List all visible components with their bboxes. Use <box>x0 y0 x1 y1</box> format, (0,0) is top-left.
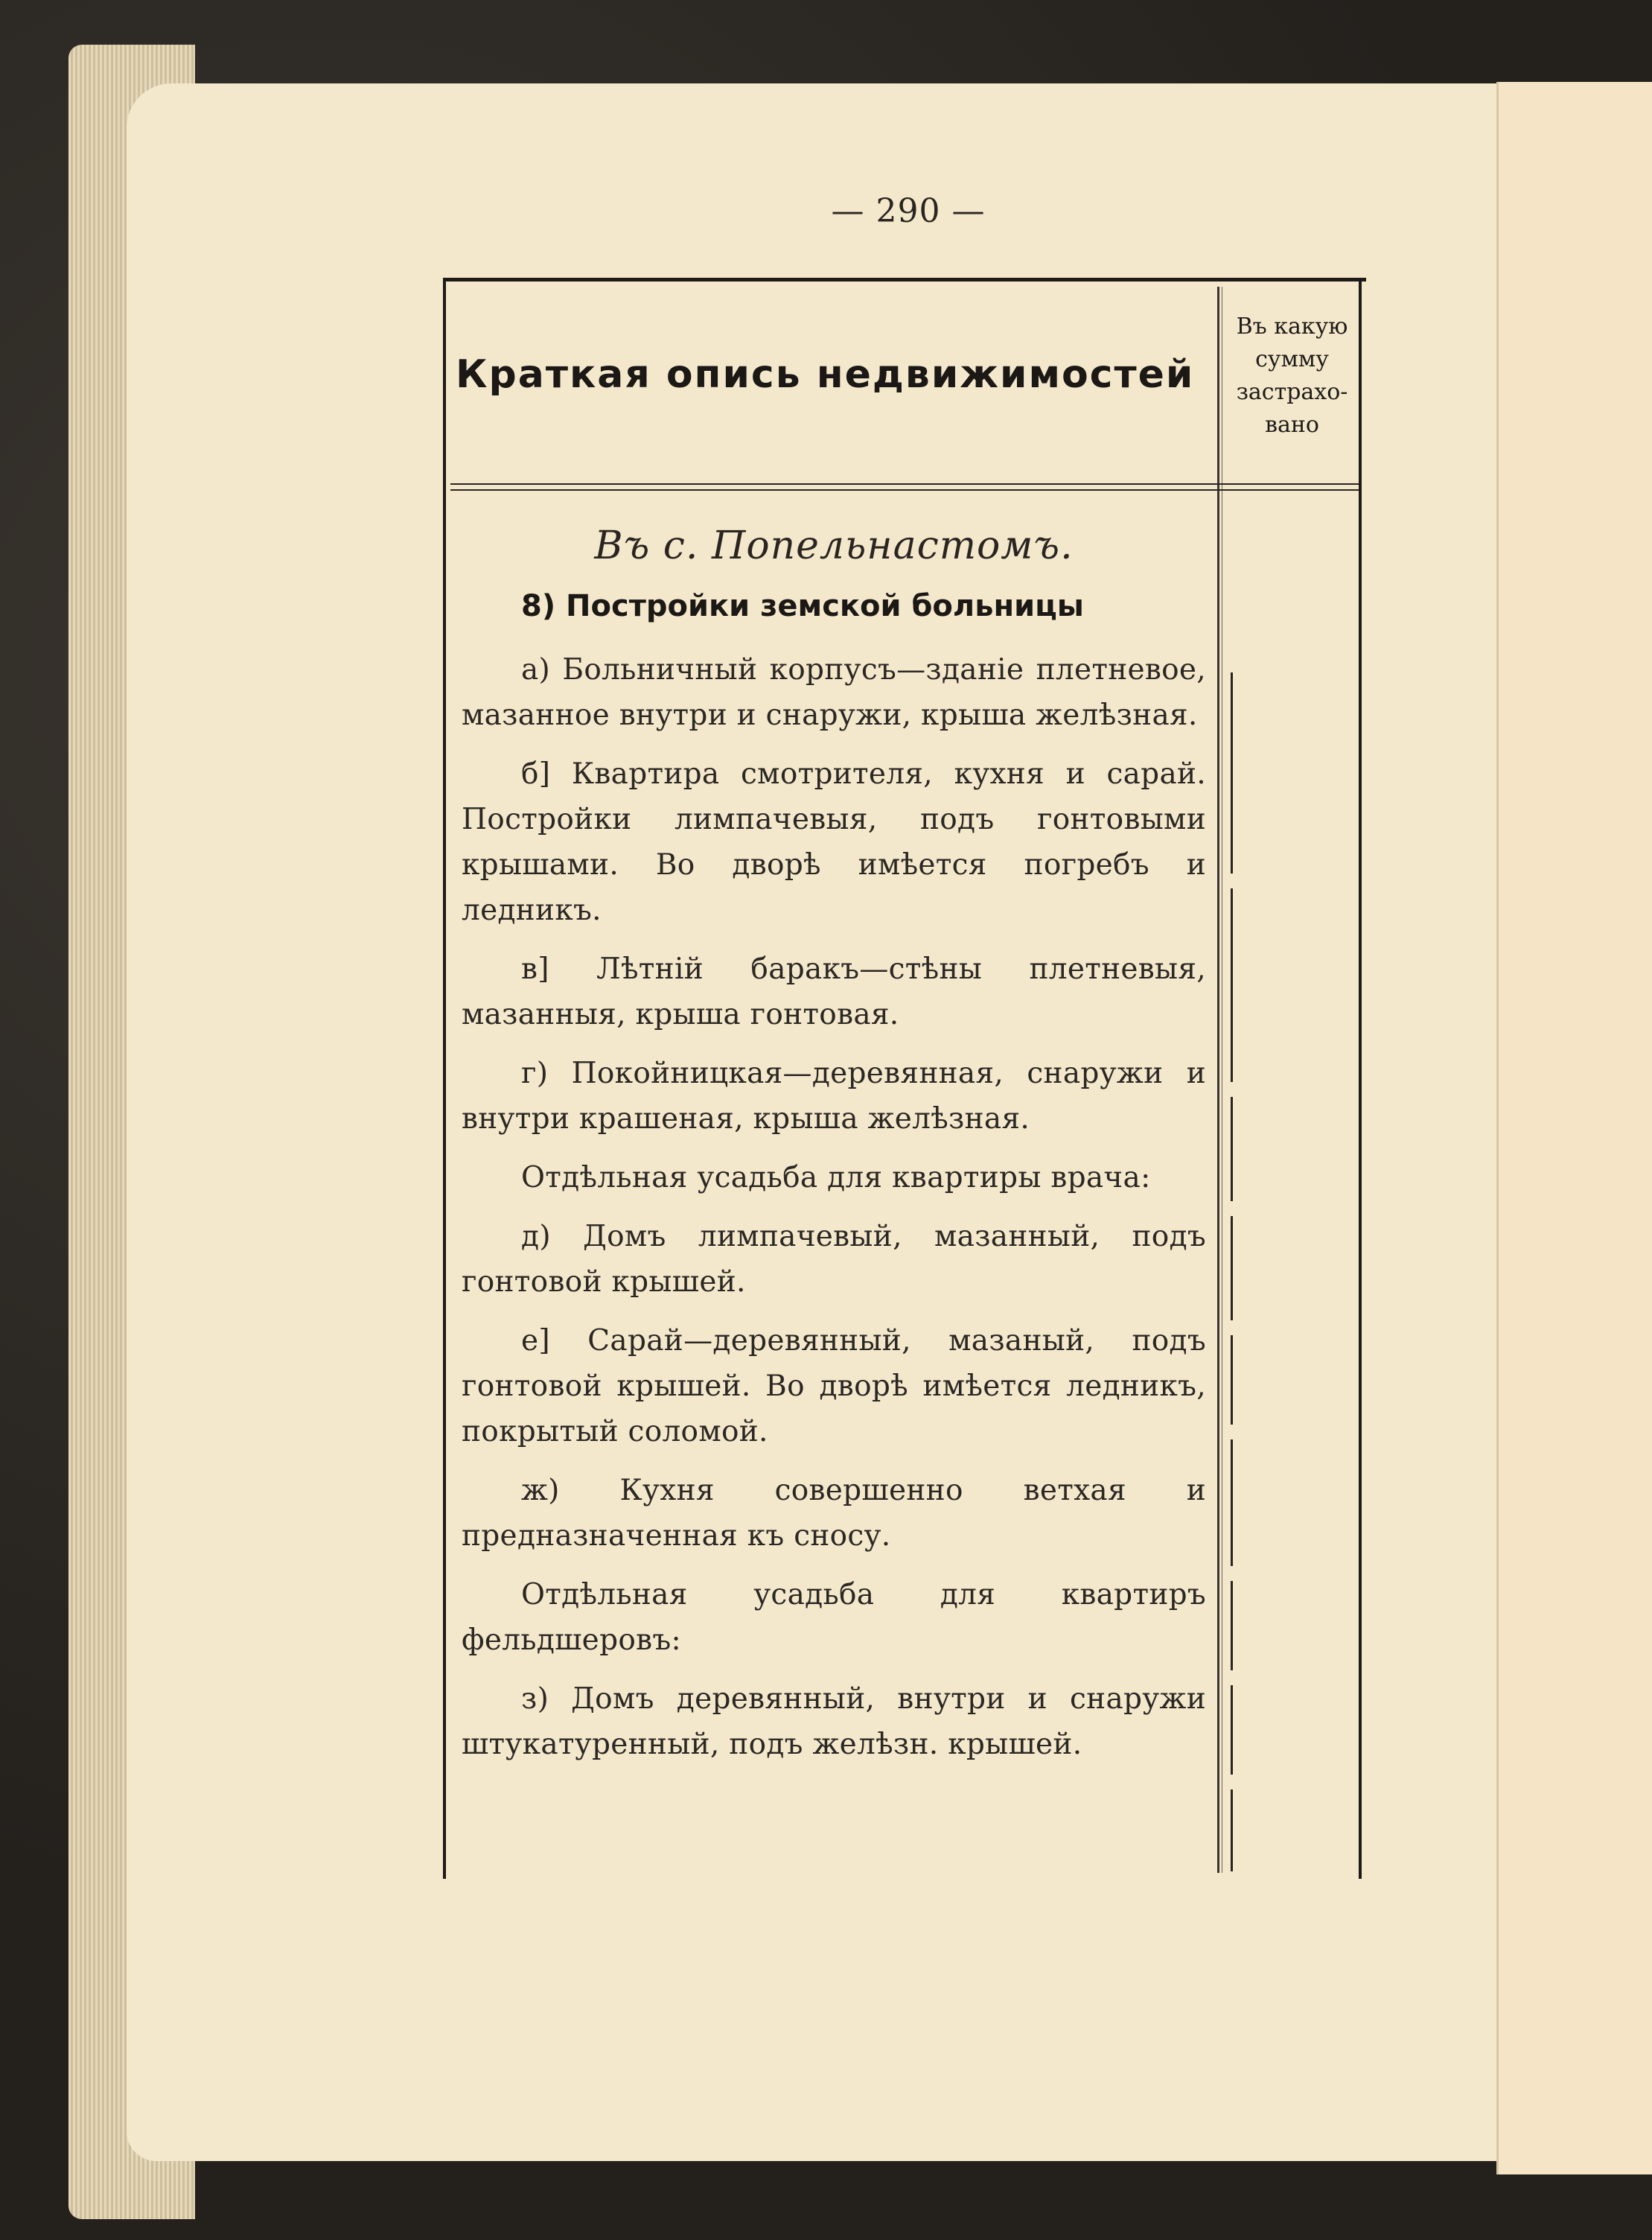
item-paragraph: а) Больничный корпусъ—зданіе плетневое, мазанное внутри и снаружи, крыша желѣзная. <box>462 653 1206 732</box>
item-paragraph: Отдѣльная усадьба для квартиръ фельдшеровъ: <box>462 1578 1206 1657</box>
table-title: Краткая опись недвижимостей <box>456 352 1195 397</box>
table-top-rule <box>443 278 1366 281</box>
table-body <box>462 524 1206 1781</box>
inventory-table <box>443 278 1366 1879</box>
column-mark <box>1231 672 1233 874</box>
item-paragraph: Отдѣльная усадьба для квартиры врача: <box>521 1161 1151 1194</box>
header-line: сумму <box>1255 346 1329 372</box>
header-line: Въ какую <box>1236 314 1348 340</box>
page-number: — 290 — <box>831 192 986 230</box>
column-mark <box>1231 1789 1233 1871</box>
header-rule-1 <box>450 483 1359 485</box>
item-paragraph: з) Домъ деревянный, внутри и снаружи штукатуренный, подъ желѣзн. крышей. <box>462 1682 1206 1761</box>
item-paragraph: ж) Кухня совершенно ветхая и предназначенная къ сносу. <box>462 1474 1206 1553</box>
item-paragraph: е] Сарай—деревянный, мазаный, подъ гонтовой крышей. Во дворѣ имѣется ледникъ, покрытый соломой. <box>462 1324 1206 1448</box>
column-mark <box>1231 1097 1233 1201</box>
header-line: застрахо- <box>1236 379 1348 405</box>
item-paragraph: в] Лѣтній баракъ—стѣны плетневыя, мазанныя, крыша гонтовая. <box>462 952 1206 1031</box>
amount-column-marks <box>1231 672 1246 1879</box>
item-paragraph: г) Покойницкая—деревянная, снаружи и внутри крашеная, крыша желѣзная. <box>462 1057 1206 1136</box>
table-left-rule <box>443 278 446 1879</box>
column-mark <box>1231 1216 1233 1320</box>
header-line: вано <box>1265 412 1319 438</box>
item-paragraph: д) Домъ лимпачевый, мазанный, подъ гонтовой крышей. <box>462 1220 1206 1299</box>
column-mark <box>1231 1685 1233 1775</box>
insured-amount-header <box>1223 311 1361 442</box>
column-mark <box>1231 888 1233 1082</box>
village-heading: Въ с. Попельнастомъ. <box>594 524 1074 568</box>
header-rule-2 <box>450 489 1359 491</box>
section-title: 8) Постройки земской больницы <box>521 589 1084 623</box>
facing-page <box>1496 82 1652 2174</box>
column-mark <box>1231 1581 1233 1670</box>
column-divider <box>1217 287 1219 1873</box>
column-mark <box>1231 1335 1233 1425</box>
table-right-rule <box>1359 278 1362 1879</box>
item-paragraph: б] Квартира смотрителя, кухня и сарай. Постройки лимпачевыя, подъ гонтовыми крышами. Во дворѣ имѣется погребъ и ледникъ. <box>462 757 1206 927</box>
column-mark <box>1231 1439 1233 1566</box>
